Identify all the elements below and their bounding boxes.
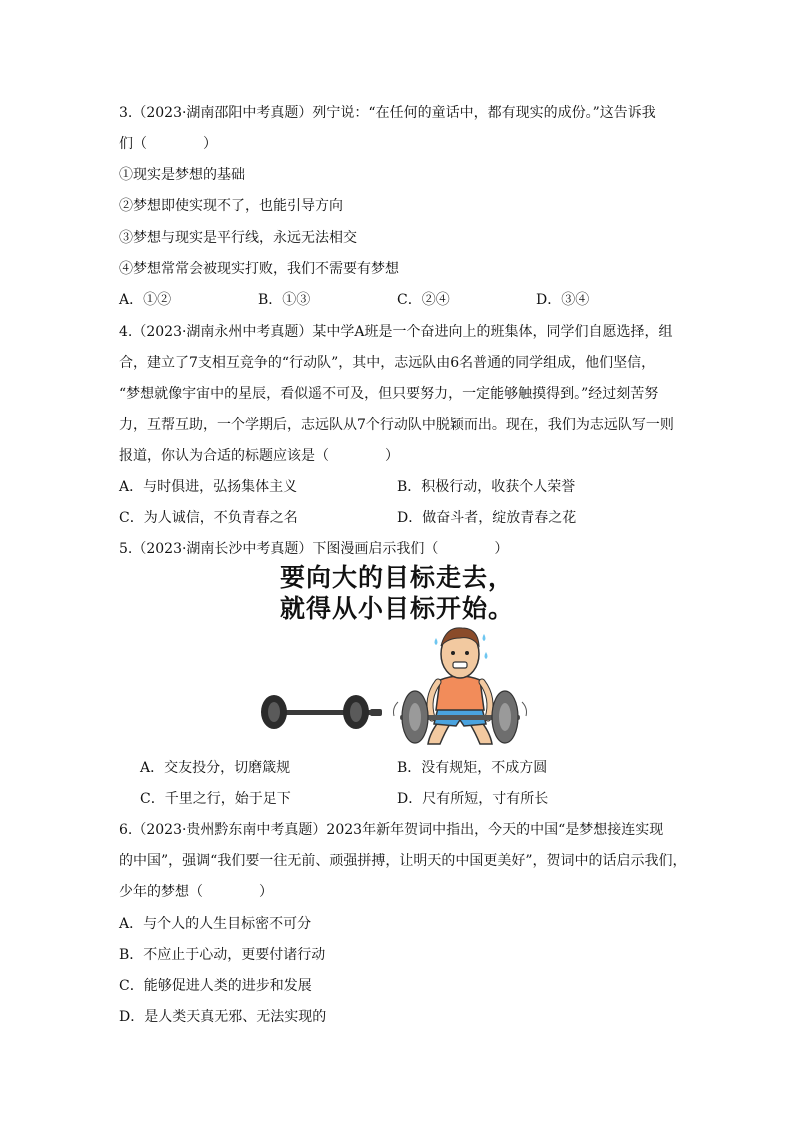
q5-option-c[interactable]: C．千里之行，始于足下 xyxy=(140,791,291,807)
q4-stem-line2: 合，建立了7支相互竞争的“行动队”，其中，志远队由6名普通的同学组成，他们坚信， xyxy=(119,355,656,371)
q5-stem: 5.（2023·湖南长沙中考真题）下图漫画启示我们（ ） xyxy=(119,541,509,557)
q4-option-b[interactable]: B．积极行动，收获个人荣誉 xyxy=(397,479,576,495)
q3-option-d[interactable]: D．③④ xyxy=(536,292,590,308)
q3-statement-4: ④梦想常常会被现实打败，我们不需要有梦想 xyxy=(119,261,399,277)
q3-option-c[interactable]: C．②④ xyxy=(397,292,450,308)
q6-option-c[interactable]: C．能够促进人类的进步和发展 xyxy=(119,978,312,994)
q3-statement-3: ③梦想与现实是平行线，永远无法相交 xyxy=(119,230,357,246)
q3-statement-1: ①现实是梦想的基础 xyxy=(119,167,245,183)
q3-option-a[interactable]: A．①② xyxy=(119,292,172,308)
q6-option-d[interactable]: D．是人类天真无邪、无法实现的 xyxy=(119,1009,327,1025)
q6-stem-line1: 6.（2023·贵州黔东南中考真题）2023年新年贺词中指出，今天的中国“是梦想接连实现 xyxy=(119,822,664,838)
q5-option-b[interactable]: B．没有规矩，不成方圆 xyxy=(397,760,548,776)
q6-stem-line3: 少年的梦想（ ） xyxy=(119,884,273,900)
small-barbell-icon xyxy=(261,695,382,729)
q4-option-a[interactable]: A．与时俱进，弘扬集体主义 xyxy=(119,479,298,495)
q4-stem-line4: 力，互帮互助，一个学期后，志远队从7个行动队中脱颖而出。现在，我们为志远队写一则 xyxy=(119,417,674,433)
q4-stem-line3: “梦想就像宇宙中的星辰，看似遥不可及，但只要努力，一定能够触摸得到。”经过刻苦努 xyxy=(119,386,659,402)
weightlifter-figure xyxy=(428,628,492,744)
cartoon-caption-line2: 就得从小目标开始。 xyxy=(279,594,514,623)
q5-option-d[interactable]: D．尺有所短，寸有所长 xyxy=(397,791,549,807)
q3-stem-line2: 们（ ） xyxy=(119,136,217,152)
weightlifting-cartoon xyxy=(250,620,550,750)
q3-option-b[interactable]: B．①③ xyxy=(258,292,311,308)
q4-option-d[interactable]: D．做奋斗者，绽放青春之花 xyxy=(397,510,577,526)
q3-statement-2: ②梦想即使实现不了，也能引导方向 xyxy=(119,198,343,214)
q5-option-a[interactable]: A．交友投分，切磨箴规 xyxy=(140,760,291,776)
q3-stem-line1: 3.（2023·湖南邵阳中考真题）列宁说：“在任何的童话中，都有现实的成份。”这告诉我 xyxy=(119,105,656,121)
cartoon-caption-line1: 要向大的目标走去， xyxy=(279,563,514,592)
q6-stem-line2: 的中国”，强调“我们要一往无前、顽强拼搏，让明天的中国更美好”，贺词中的话启示我们， xyxy=(119,853,687,869)
q4-option-c[interactable]: C．为人诚信，不负青春之名 xyxy=(119,510,298,526)
q4-stem-line1: 4.（2023·湖南永州中考真题）某中学A班是一个奋进向上的班集体，同学们自愿选择，组 xyxy=(119,324,673,340)
q4-stem-line5: 报道，你认为合适的标题应该是（ ） xyxy=(119,448,399,464)
q6-option-b[interactable]: B．不应止于心动，更要付诸行动 xyxy=(119,947,326,963)
q6-option-a[interactable]: A．与个人的人生目标密不可分 xyxy=(119,916,312,932)
